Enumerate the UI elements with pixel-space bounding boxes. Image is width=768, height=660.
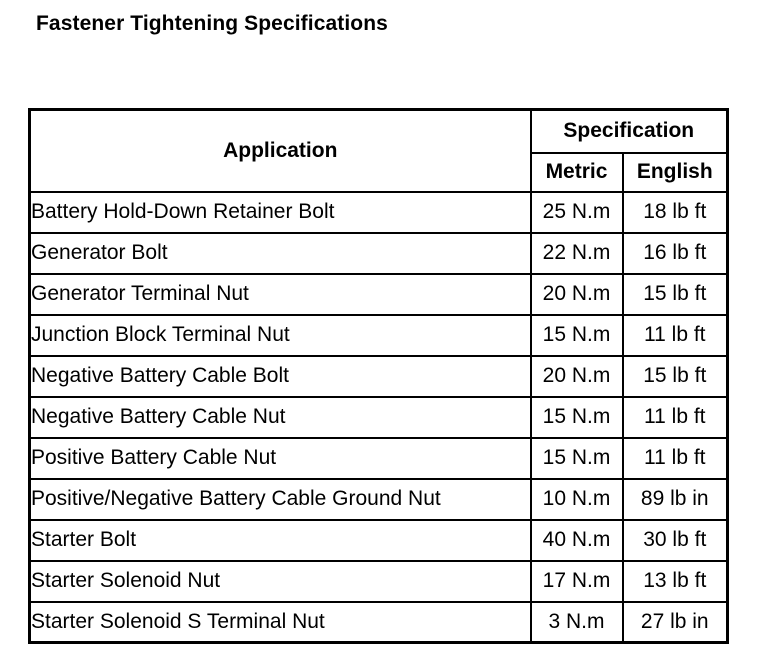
metric-cell: 20 N.m — [531, 356, 623, 397]
table-row — [30, 561, 728, 602]
application-cell: Starter Solenoid Nut — [30, 561, 531, 602]
metric-cell: 20 N.m — [531, 274, 623, 315]
column-header-english: English — [623, 153, 728, 192]
application-cell: Starter Bolt — [30, 520, 531, 561]
application-cell: Battery Hold-Down Retainer Bolt — [30, 192, 531, 233]
english-cell: 11 lb ft — [623, 315, 728, 356]
metric-cell: 22 N.m — [531, 233, 623, 274]
english-cell: 11 lb ft — [623, 438, 728, 479]
english-cell: 15 lb ft — [623, 356, 728, 397]
english-cell: 30 lb ft — [623, 520, 728, 561]
header-row-top — [30, 110, 728, 153]
english-cell: 89 lb in — [623, 479, 728, 520]
table-row — [30, 233, 728, 274]
metric-cell: 15 N.m — [531, 397, 623, 438]
metric-cell: 10 N.m — [531, 479, 623, 520]
table-row — [30, 520, 728, 561]
table-row — [30, 602, 728, 643]
table-row — [30, 397, 728, 438]
english-cell: 15 lb ft — [623, 274, 728, 315]
table-row — [30, 356, 728, 397]
column-header-specification: Specification — [531, 110, 728, 153]
application-cell: Positive/Negative Battery Cable Ground Nut — [30, 479, 531, 520]
application-cell: Positive Battery Cable Nut — [30, 438, 531, 479]
english-cell: 13 lb ft — [623, 561, 728, 602]
english-cell: 18 lb ft — [623, 192, 728, 233]
table-body — [30, 192, 728, 643]
english-cell: 16 lb ft — [623, 233, 728, 274]
table-row — [30, 479, 728, 520]
page-title: Fastener Tightening Specifications — [36, 12, 388, 35]
table-row — [30, 274, 728, 315]
english-cell: 27 lb in — [623, 602, 728, 643]
column-header-application: Application — [30, 110, 531, 192]
application-cell: Starter Solenoid S Terminal Nut — [30, 602, 531, 643]
metric-cell: 40 N.m — [531, 520, 623, 561]
application-cell: Negative Battery Cable Nut — [30, 397, 531, 438]
spec-table — [28, 108, 729, 644]
application-cell: Generator Bolt — [30, 233, 531, 274]
english-cell: 11 lb ft — [623, 397, 728, 438]
table-row — [30, 438, 728, 479]
metric-cell: 3 N.m — [531, 602, 623, 643]
metric-cell: 15 N.m — [531, 438, 623, 479]
table-row — [30, 192, 728, 233]
table-row — [30, 315, 728, 356]
column-header-metric: Metric — [531, 153, 623, 192]
metric-cell: 25 N.m — [531, 192, 623, 233]
table-header — [30, 110, 728, 192]
application-cell: Generator Terminal Nut — [30, 274, 531, 315]
application-cell: Negative Battery Cable Bolt — [30, 356, 531, 397]
metric-cell: 15 N.m — [531, 315, 623, 356]
application-cell: Junction Block Terminal Nut — [30, 315, 531, 356]
metric-cell: 17 N.m — [531, 561, 623, 602]
